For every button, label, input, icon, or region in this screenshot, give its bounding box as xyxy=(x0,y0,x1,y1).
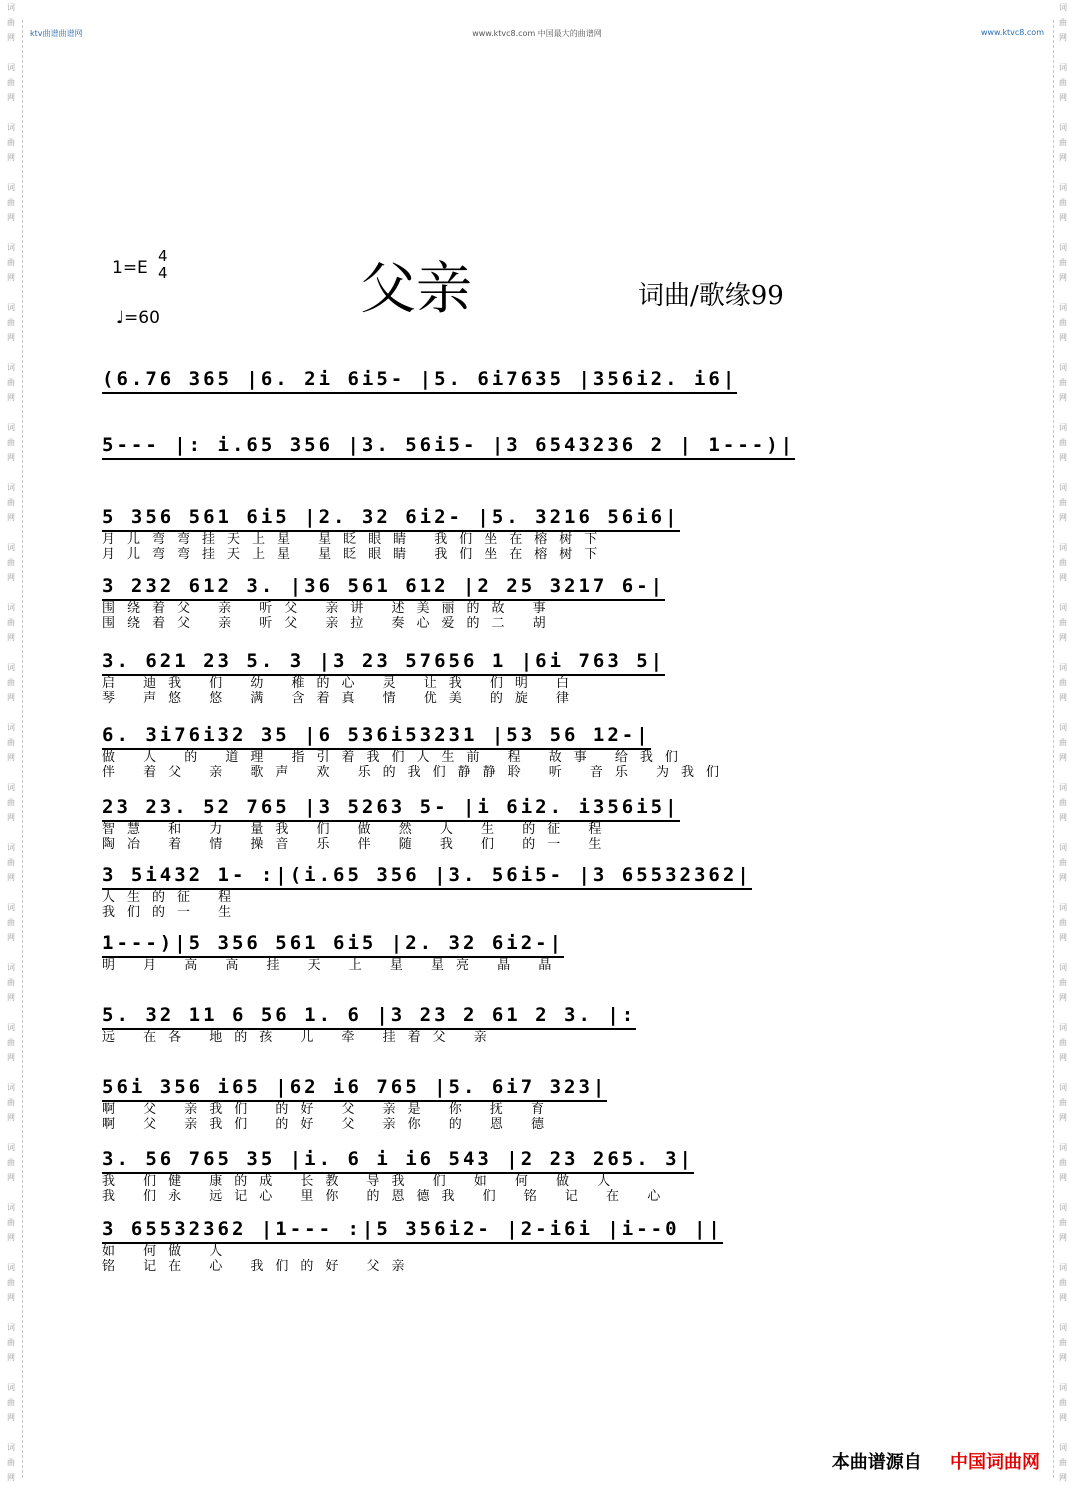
lyric-line: 围绕着父 亲 听父 亲讲 述美丽的故 事 xyxy=(102,601,558,616)
header-left-link[interactable]: ktv曲谱曲谱网 xyxy=(30,29,83,38)
score-system xyxy=(102,1004,932,1045)
score-system xyxy=(102,368,932,394)
header-center-text: www.ktvc8.com 中国最大的曲谱网 xyxy=(472,29,602,38)
footer-source xyxy=(832,1448,1040,1474)
tempo-marking: ♩=60 xyxy=(116,308,160,328)
notation-line: 3 232 612 3. |36 561 612 |2 25 3217 6-| xyxy=(102,575,665,601)
lyric-line: 围绕着父 亲 听父 亲拉 奏心爱的二 胡 xyxy=(102,616,558,631)
composer-credit: 词曲/歌缘99 xyxy=(638,281,784,311)
lyric-line: 做 人 的 道理 指引着我们人生前 程 故事 给我们 xyxy=(102,750,690,765)
lyric-line: 明 月 高 高 挂 天 上 星 星亮 晶 晶 xyxy=(102,958,564,973)
notation-line: (6.76 365 |6. 2i 6i5- |5. 6i7635 |356i2. i6| xyxy=(102,368,737,394)
song-title: 父亲 xyxy=(360,257,472,322)
lyric-line: 我们的一 生 xyxy=(102,905,244,920)
footer-site-link[interactable]: 中国词曲网 xyxy=(950,1452,1040,1473)
time-signature xyxy=(158,248,168,282)
score-system xyxy=(102,575,932,631)
lyric-line: 月儿弯弯挂天上星 星眨眼睛 我们坐在榕树下 xyxy=(102,532,610,547)
notation-line: 3 5i432 1- :|(i.65 356 |3. 56i5- |3 65532362| xyxy=(102,864,752,890)
notation-line: 5 356 561 6i5 |2. 32 6i2- |5. 3216 56i6| xyxy=(102,506,680,532)
score-system xyxy=(102,1218,932,1274)
score-system xyxy=(102,1148,932,1204)
notation-line: 3 65532362 |1--- :|5 356i2- |2-i6i |i--0 || xyxy=(102,1218,723,1244)
notation-line: 1---)|5 356 561 6i5 |2. 32 6i2-| xyxy=(102,932,564,958)
notation-line: 3. 56 765 35 |i. 6 i i6 543 |2 23 265. 3| xyxy=(102,1148,694,1174)
lyric-line: 啊 父 亲我们 的好 父 亲是 你 抚 育 xyxy=(102,1102,557,1117)
notation-line: 3. 621 23 5. 3 |3 23 57656 1 |6i 763 5| xyxy=(102,650,665,676)
lyric-line: 月儿弯弯挂天上星 星眨眼睛 我们坐在榕树下 xyxy=(102,547,610,562)
score-system xyxy=(102,1076,932,1132)
lyric-line: 陶冶 着 情 操音 乐 伴 随 我 们 的一 生 xyxy=(102,837,614,852)
score-system xyxy=(102,506,932,562)
notation-line: 23 23. 52 765 |3 5263 5- |i 6i2. i356i5| xyxy=(102,796,680,822)
lyric-line: 智慧 和 力 量我 们 做 然 人 生 的征 程 xyxy=(102,822,614,837)
lyric-line: 我 们健 康的成 长教 导我 们 如 何 做 人 xyxy=(102,1174,623,1189)
lyric-line: 远 在各 地的孩 儿 牵 挂着父 亲 xyxy=(102,1030,499,1045)
lyric-line: 我 们永 远记心 里你 的恩德我 们 铭 记 在 心 xyxy=(102,1189,673,1204)
score-system xyxy=(102,932,932,973)
lyric-line: 启 迪我 们 幼 稚的心 灵 让我 们明 白 xyxy=(102,676,582,691)
notation-line: 5. 32 11 6 56 1. 6 |3 23 2 61 2 3. |: xyxy=(102,1004,636,1030)
notation-line: 5--- |: i.65 356 |3. 56i5- |3 6543236 2 | 1---)| xyxy=(102,434,795,460)
lyric-line: 如 何做 人 xyxy=(102,1244,235,1259)
lyric-line: 啊 父 亲我们 的好 父 亲你 的 恩 德 xyxy=(102,1117,557,1132)
header-right-link[interactable]: www.ktvc8.com xyxy=(980,28,1044,37)
score-system xyxy=(102,650,932,706)
time-signature-bottom: 4 xyxy=(158,264,168,282)
score-system xyxy=(102,796,932,852)
notation-line: 6. 3i76i32 35 |6 536i53231 |53 56 12-| xyxy=(102,724,651,750)
lyric-line: 铭 记在 心 我们的好 父亲 xyxy=(102,1259,417,1274)
lyric-line: 伴 着父 亲 歌声 欢 乐的我们静静聆 听 音乐 为我们 xyxy=(102,765,732,780)
lyric-line: 琴 声悠 悠 满 含着真 情 优美 的旋 律 xyxy=(102,691,582,706)
watermark-right: 词 曲 网 词 曲 网 词 曲 网 词 曲 网 词 曲 网 词 曲 网 词 曲 网 词 曲 网 词 曲 网 词 曲 网 词 曲 网 词 曲 网 词 曲 网 词 曲 网 词 曲 网 词 曲 网 词 曲 网 词 曲 网 词 曲 网 词 曲 网 词 曲 网 词 曲 网 词 曲 网 词 曲 网 词 曲 网 xyxy=(1059,3,1067,1482)
watermark-left: 词 曲 网 词 曲 网 词 曲 网 词 曲 网 词 曲 网 词 曲 网 词 曲 网 词 曲 网 词 曲 网 词 曲 网 词 曲 网 词 曲 网 词 曲 网 词 曲 网 词 曲 网 词 曲 网 词 曲 网 词 曲 网 词 曲 网 词 曲 网 词 曲 网 词 曲 网 词 曲 网 词 曲 网 词 曲 网 xyxy=(7,3,15,1482)
key-signature: 1=E xyxy=(112,258,148,278)
lyric-line: 人生的征 程 xyxy=(102,890,244,905)
notation-line: 56i 356 i65 |62 i6 765 |5. 6i7 323| xyxy=(102,1076,607,1102)
footer-source-text: 本曲谱源自 xyxy=(831,1452,922,1473)
time-signature-top: 4 xyxy=(158,247,168,265)
score-system xyxy=(102,434,932,460)
score-system xyxy=(102,864,932,920)
score-system xyxy=(102,724,932,780)
